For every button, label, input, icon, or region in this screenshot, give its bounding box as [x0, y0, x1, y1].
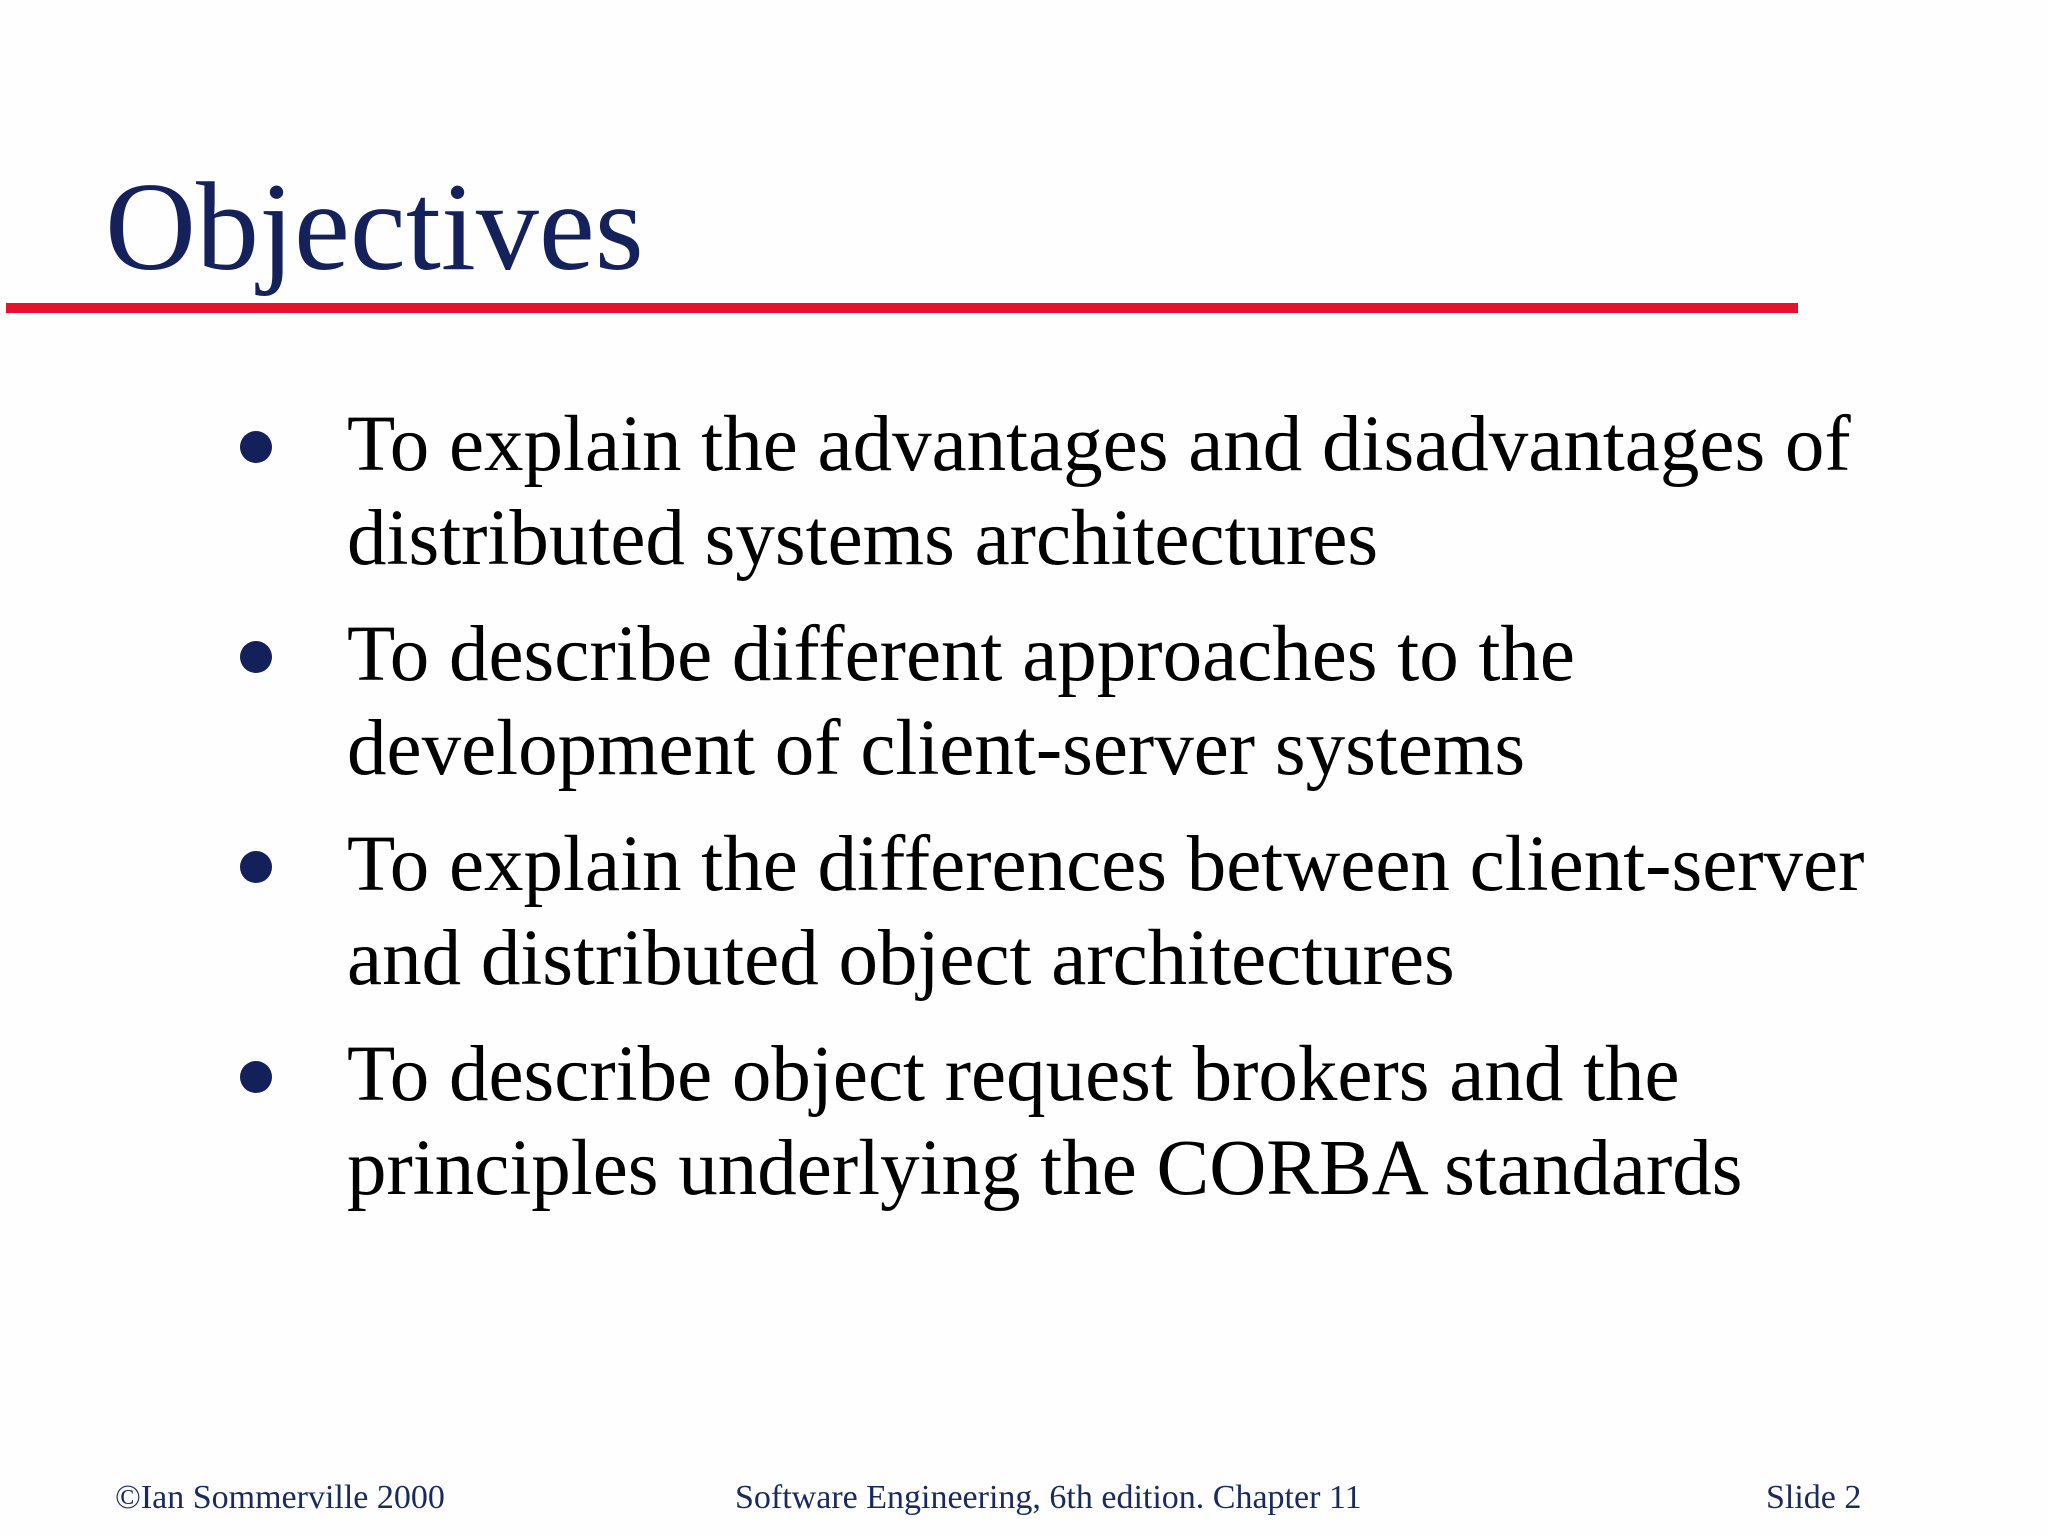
title-underline — [6, 303, 1798, 313]
bullet-text: To explain the advantages and disadvantages of distributed systems architectures — [347, 401, 1851, 582]
list-item — [0, 398, 2048, 586]
bullet-icon — [240, 431, 272, 463]
bullet-icon — [240, 1061, 272, 1093]
footer-copyright: ©Ian Sommerville 2000 — [115, 1479, 445, 1516]
list-item — [0, 818, 2048, 1006]
slide-title: Objectives — [105, 158, 644, 297]
list-item — [0, 1028, 2048, 1216]
bullet-icon — [240, 641, 272, 673]
objectives-list — [0, 398, 2048, 1238]
bullet-text: To describe object request brokers and the principles underlying the CORBA standards — [347, 1031, 1743, 1212]
bullet-icon — [240, 851, 272, 883]
footer-slide-number: Slide 2 — [1766, 1479, 1862, 1516]
bullet-text: To describe different approaches to the development of client-server systems — [347, 611, 1575, 792]
bullet-text: To explain the differences between client-server and distributed object architectures — [347, 821, 1865, 1002]
list-item — [0, 608, 2048, 796]
footer-book-title: Software Engineering, 6th edition. Chapter 11 — [735, 1479, 1362, 1516]
